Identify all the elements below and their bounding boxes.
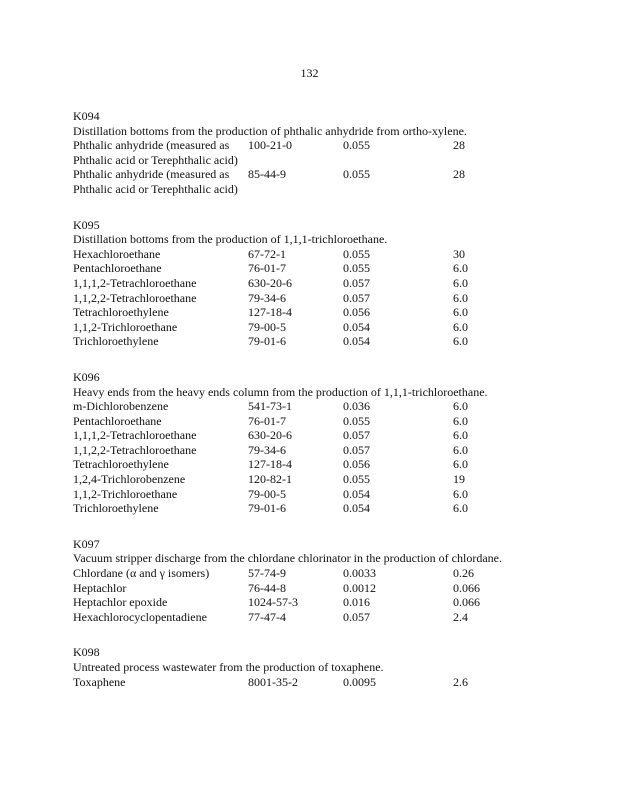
wastewater-concentration: 0.054 <box>343 334 370 349</box>
wastewater-concentration: 0.055 <box>343 167 370 182</box>
waste-description: Untreated process wastewater from the production of toxaphene. <box>73 660 384 674</box>
constituent-name: 1,1,1,2-Tetrachloroethane <box>73 275 197 290</box>
nonwastewater-standard: 6.0 <box>453 290 468 305</box>
table-row <box>73 320 533 335</box>
constituent-name: Hexachloroethane <box>73 246 161 261</box>
constituent-name: Pentachloroethane <box>73 261 162 276</box>
constituent-name: Heptachlor epoxide <box>73 595 168 610</box>
waste-code: K096 <box>73 369 100 384</box>
wastewater-concentration: 0.057 <box>343 275 370 290</box>
table-row <box>73 291 533 306</box>
table-row <box>73 305 533 320</box>
nonwastewater-standard: 2.4 <box>453 609 468 624</box>
nonwastewater-standard: 19 <box>453 472 465 487</box>
constituent-name: m-Dichlorobenzene <box>73 399 169 414</box>
table-row <box>73 443 533 458</box>
nonwastewater-standard: 6.0 <box>453 413 468 428</box>
nonwastewater-standard: 6.0 <box>453 501 468 516</box>
cas-number: 120-82-1 <box>248 472 292 487</box>
table-row <box>73 675 533 690</box>
cas-number: 79-34-6 <box>248 442 286 457</box>
cas-number: 127-18-4 <box>248 457 292 472</box>
cas-number: 85-44-9 <box>248 167 286 182</box>
cas-number: 76-44-8 <box>248 580 286 595</box>
waste-code: K095 <box>73 217 100 232</box>
nonwastewater-standard: 6.0 <box>453 428 468 443</box>
wastewater-concentration: 0.0033 <box>343 566 376 581</box>
nonwastewater-standard: 30 <box>453 246 465 261</box>
waste-section-2 <box>73 370 593 516</box>
cas-number: 76-01-7 <box>248 261 286 276</box>
constituent-table <box>73 399 533 516</box>
wastewater-concentration: 0.056 <box>343 305 370 320</box>
nonwastewater-standard: 2.6 <box>453 674 468 689</box>
table-row <box>73 487 533 502</box>
nonwastewater-standard: 6.0 <box>453 275 468 290</box>
wastewater-concentration: 0.0095 <box>343 674 376 689</box>
nonwastewater-standard: 0.26 <box>453 566 474 581</box>
constituent-name: Trichloroethylene <box>73 334 159 349</box>
constituent-name: 1,2,4-Trichlorobenzene <box>73 472 186 487</box>
waste-section-1 <box>73 218 593 349</box>
constituent-name: Chlordane (α and γ isomers) <box>73 566 210 581</box>
constituent-name: 1,1,2-Trichloroethane <box>73 486 178 501</box>
cas-number: 79-34-6 <box>248 290 286 305</box>
nonwastewater-standard: 0.066 <box>453 580 480 595</box>
cas-number: 100-21-0 <box>248 138 292 153</box>
table-row <box>73 276 533 291</box>
constituent-name: Pentachloroethane <box>73 413 162 428</box>
cas-number: 77-47-4 <box>248 609 286 624</box>
wastewater-concentration: 0.055 <box>343 138 370 153</box>
waste-section-3 <box>73 537 593 625</box>
table-row <box>73 472 533 487</box>
cas-number: 79-00-5 <box>248 319 286 334</box>
wastewater-concentration: 0.054 <box>343 319 370 334</box>
table-row <box>73 581 533 596</box>
constituent-name: Tetrachloroethylene <box>73 457 169 472</box>
wastewater-concentration: 0.016 <box>343 595 370 610</box>
cas-number: 127-18-4 <box>248 305 292 320</box>
table-row <box>73 457 533 472</box>
constituent-name: Tetrachloroethylene <box>73 305 169 320</box>
cas-number: 541-73-1 <box>248 399 292 414</box>
constituent-table <box>73 138 533 196</box>
nonwastewater-standard: 6.0 <box>453 319 468 334</box>
wastewater-concentration: 0.057 <box>343 609 370 624</box>
wastewater-concentration: 0.057 <box>343 442 370 457</box>
wastewater-concentration: 0.055 <box>343 413 370 428</box>
table-row <box>73 247 533 262</box>
waste-code: K098 <box>73 645 100 660</box>
wastewater-concentration: 0.054 <box>343 486 370 501</box>
wastewater-concentration: 0.0012 <box>343 580 376 595</box>
constituent-name: Phthalic anhydride (measured as Phthalic acid or Terephthalic acid) <box>73 167 238 196</box>
table-row <box>73 399 533 414</box>
constituent-name: 1,1,2-Trichloroethane <box>73 319 178 334</box>
constituent-name: 1,1,1,2-Tetrachloroethane <box>73 428 197 443</box>
table-row <box>73 566 533 581</box>
table-row <box>73 167 533 196</box>
constituent-table <box>73 675 533 690</box>
table-row <box>73 428 533 443</box>
waste-description: Distillation bottoms from the production of phthalic anhydride from ortho-xylene. <box>73 123 467 138</box>
wastewater-concentration: 0.055 <box>343 246 370 261</box>
constituent-name: Phthalic anhydride (measured as Phthalic acid or Terephthalic acid) <box>73 138 238 167</box>
constituent-name: 1,1,2,2-Tetrachloroethane <box>73 442 197 457</box>
cas-number: 79-01-6 <box>248 501 286 516</box>
waste-section-0 <box>73 109 593 197</box>
cas-number: 8001-35-2 <box>248 674 298 689</box>
constituent-table <box>73 247 533 349</box>
nonwastewater-standard: 6.0 <box>453 486 468 501</box>
waste-code: K097 <box>73 536 100 551</box>
nonwastewater-standard: 0.066 <box>453 595 480 610</box>
table-row <box>73 261 533 276</box>
constituent-name: Hexachlorocyclopentadiene <box>73 609 207 624</box>
cas-number: 630-20-6 <box>248 275 292 290</box>
constituent-name: Trichloroethylene <box>73 501 159 516</box>
constituent-name: Heptachlor <box>73 580 127 595</box>
table-row <box>73 501 533 516</box>
waste-description: Distillation bottoms from the production of 1,1,1-trichloroethane. <box>73 232 388 247</box>
nonwastewater-standard: 6.0 <box>453 305 468 320</box>
wastewater-concentration: 0.054 <box>343 501 370 516</box>
constituent-name: 1,1,2,2-Tetrachloroethane <box>73 290 197 305</box>
constituent-table <box>73 566 533 624</box>
cas-number: 1024-57-3 <box>248 595 298 610</box>
wastewater-concentration: 0.055 <box>343 261 370 276</box>
nonwastewater-standard: 6.0 <box>453 261 468 276</box>
cas-number: 79-00-5 <box>248 486 286 501</box>
table-row <box>73 138 533 167</box>
nonwastewater-standard: 6.0 <box>453 334 468 349</box>
waste-description: Vacuum stripper discharge from the chlordane chlorinator in the production of chlordane. <box>73 551 502 566</box>
table-row <box>73 595 533 610</box>
waste-section-4 <box>73 645 593 689</box>
table-row <box>73 414 533 429</box>
waste-description: Heavy ends from the heavy ends column from the production of 1,1,1-trichloroethane. <box>73 384 488 399</box>
wastewater-concentration: 0.057 <box>343 428 370 443</box>
nonwastewater-standard: 6.0 <box>453 399 468 414</box>
waste-code: K094 <box>73 109 100 123</box>
nonwastewater-standard: 6.0 <box>453 442 468 457</box>
page-number: 132 <box>300 66 319 80</box>
nonwastewater-standard: 28 <box>453 167 465 182</box>
table-row <box>73 334 533 349</box>
wastewater-concentration: 0.056 <box>343 457 370 472</box>
cas-number: 630-20-6 <box>248 428 292 443</box>
waste-code-list <box>73 109 593 710</box>
cas-number: 57-74-9 <box>248 566 286 581</box>
cas-number: 67-72-1 <box>248 246 286 261</box>
cas-number: 76-01-7 <box>248 413 286 428</box>
constituent-name: Toxaphene <box>73 674 126 689</box>
wastewater-concentration: 0.057 <box>343 290 370 305</box>
table-row <box>73 610 533 625</box>
wastewater-concentration: 0.036 <box>343 399 370 414</box>
wastewater-concentration: 0.055 <box>343 472 370 487</box>
nonwastewater-standard: 28 <box>453 138 465 153</box>
cas-number: 79-01-6 <box>248 334 286 349</box>
nonwastewater-standard: 6.0 <box>453 457 468 472</box>
